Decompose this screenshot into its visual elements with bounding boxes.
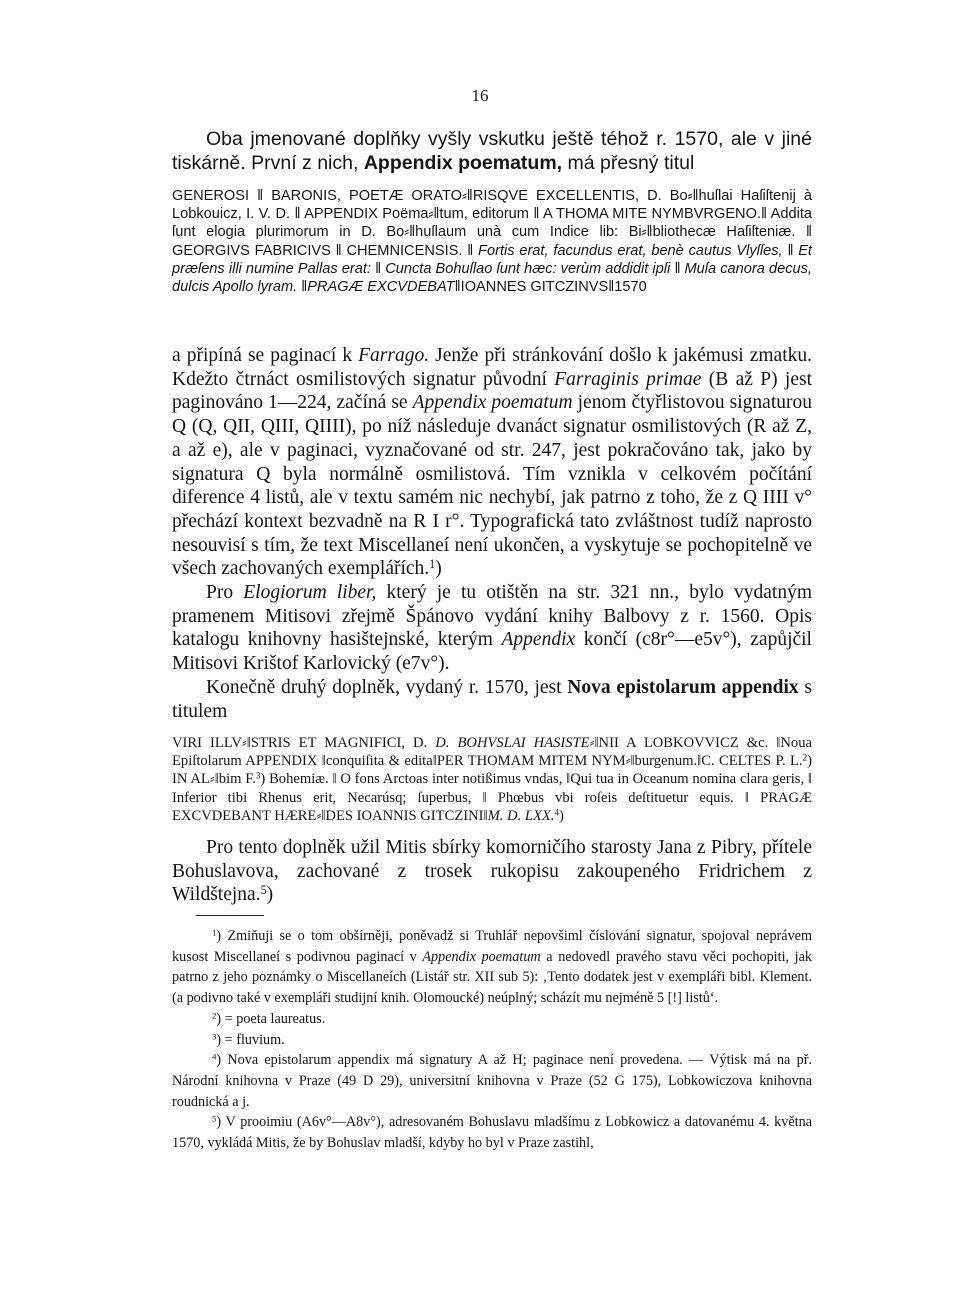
- title-imprint-place: PRAGÆ EXCVDEBAT: [307, 279, 455, 296]
- body-text: [172, 344, 812, 723]
- paragraph-nova-appendix: Konečně druhý doplněk, vydaný r. 1570, jest Nova epistolarum appendix s titulem: [172, 676, 813, 722]
- footnote-ref-4[interactable]: 4: [554, 807, 560, 818]
- paragraph-pagination: a připíná se paginací k Farrago. Jenže při stránkování došlo k jakémusi zmatku. Kdežto čtrnáct osmilistových signatur původní Farraginis primae (B až P) jest paginováno 1—224, začíná se Appendix poematum jenom čtyřlistovou signaturou Q (Q, QII, QIII, QIIII), po níž následuje dvanáct signatur osmilistových (R až Z, a až e), ale v paginaci, vyznačované od str. 247, jest pokračováno tak, jako by signatura Q byla normálně osmilistová. Tím vznikla v celkovém počítání diference 4 listů, ale v textu samém nic nechybí, jak patrno z toho, že z Q IIII v° přechází kontext bezvadně na R I r°. Typografická tato zvláštnost tudíž naprosto nesouvisí s tím, že text Miscellaneí není ukončen, a vyskytuje se pochopitelně ve všech zachovaných exemplářích.$^1$): [172, 345, 813, 580]
- footnote-ref-1[interactable]: 1: [429, 557, 436, 572]
- footnote-2: $^2$) = poeta laureatus.: [212, 1010, 326, 1027]
- title-motto-verse: Fortis erat, facundus erat, benè cautus Vlyſſes, ‖ Et præſens illi numine Pallas erat: ‖ Cuncta Bohuſlao ſunt hæc: verùm addidit ipſi ‖ Muſa canora decus, dulcis Apollo lyram.: [172, 242, 812, 296]
- footnote-ref-5[interactable]: 5: [260, 883, 267, 898]
- bibliographic-title-nova-epistolarum: VIRI ILLV⸗‖STRIS ET MAGNIFICI, D. D. BOHVSLAI HASISTE⸗‖NII A LOBKOVVICZ &c. ‖Noua Epiſtolarum APPENDIX ‖conquiſita & edita‖PER THOMAM MITEM NYM⸗‖burgenum.‖C. CELTES P. L.$^2$) IN AL⸗‖bim F.$^3$) Bohemiæ. ‖ O fons Arctoas inter notißimus vndas, ‖Qui tua in Oceanum nomina clara geris, ‖ Inferior tibi Rhenus erit, Necarúsq; ſuperbus, ‖ Phœbus vbi roſeis deſtituetur equis. ‖ PRAGÆ EXCVDEBANT HÆRE⸗‖DES IOANNIS GITCZINI‖M. D. LXX.$^4$): [172, 735, 812, 824]
- intro-paragraph: Oba jmenované doplňky vyšly vskutku ještě téhož r. 1570, ale v jiné tiskárně. První z nich, Appendix poematum, má přesný titul: [172, 128, 812, 174]
- paragraph-pibra: Pro tento doplněk užil Mitis sbírky komorničího starosty Jana z Pibry, přítele Bohuslavova, zachované z trosek rukopisu zakoupeného Fridrichem z Wildštejna.$^5$): [172, 837, 812, 906]
- page-number: 16: [471, 86, 489, 105]
- footnote-ref-3[interactable]: 3: [255, 770, 261, 781]
- footnote-4: $^4$) Nova epistolarum appendix má signatury A až H; paginace není provedena. — Výtisk má na př. Národní knihovna v Praze (49 D 29), universitní knihovna v Praze (52 G 175), Lobkowiczova knihovna roudnická a j.: [172, 1051, 812, 1110]
- paragraph-elogiorum: Pro Elogiorum liber, který je tu otištěn na str. 321 nn., bylo vydatným pramenem Mitisovi zřejmě Špánovo vydání knihy Balbovy z r. 1560. Opis katalogu knihovny hasištejnské, kterým Appendix končí (c8r°—e5v°), zapůjčil Mitisovi Krištof Karlovický (e7v°).: [172, 582, 812, 675]
- title-nova-epistolarum: Nova epistolarum appendix: [567, 676, 799, 698]
- footnote-separator: [196, 915, 264, 916]
- footnote-3: $^3$) = fluvium.: [212, 1031, 285, 1048]
- footnotes: [172, 926, 812, 1154]
- bibliographic-title-appendix-poematum: GENEROSI ‖ BARONIS, POETÆ ORATO⸗‖RISQVE EXCELLENTIS, D. Bo⸗‖huſlai Haſiſtenij à Lobkouicz, I. V. D. ‖ APPENDIX Poëma⸗‖tum, editorum ‖ A THOMA MITE NYMBVRGENO.‖ Addita ſunt elogia plurimorum in D. Bo⸗‖huſlaum unà cum Indice lib: Bi⸗‖bliothecæ Haſiſteniæ. ‖ GEORGIVS FABRICIVS ‖ CHEMNICENSIS. ‖ Fortis erat, facundus erat, benè cautus Vlyſſes, ‖ Et præſens illi numine Pallas erat: ‖ Cuncta Bohuſlao ſunt hæc: verùm addidit ipſi ‖ Muſa canora decus, dulcis Apollo lyram. ‖PRAGÆ EXCVDEBAT‖IOANNES GITCZINVS‖1570: [172, 188, 812, 296]
- title-appendix-poematum: Appendix poematum,: [363, 151, 563, 174]
- footnote-1: $^1$) Zmiňuji se o tom obšírněji, poněvadž si Truhlář nepovšiml číslování signatur, spojoval neprávem kusost Miscellaneí s podivnou paginací v Appendix poematum a nedovedl pravého stavu věci pochopiti, jak patrno z jeho poznámky o Miscellaneích (Listář str. XII sub 5): ‚Tento dodatek jest v exempláři bibl. Klement. (a podivno také v exempláři studijní knih. Olomoucké) neúplný; scházít mu nejméně 5 [!] listů‘.: [172, 927, 812, 1007]
- footnote-5: $^5$) V prooimiu (A6v°—A8v°), adresovaném Bohuslavu mladšímu z Lobkowicz a datovanému 4. května 1570, vykládá Mitis, že by Bohuslav mladší, kdyby ho byl v Praze zastihl,: [172, 1113, 812, 1152]
- footnote-ref-2[interactable]: 2: [802, 752, 808, 763]
